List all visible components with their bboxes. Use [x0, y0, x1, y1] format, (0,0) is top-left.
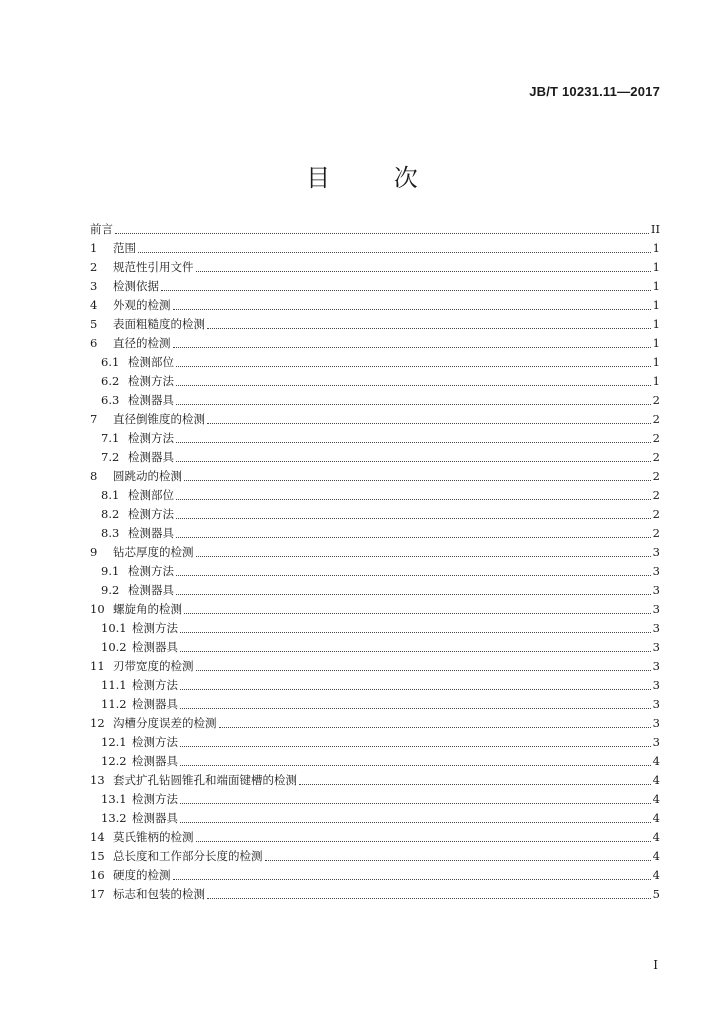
toc-entry[interactable] [90, 771, 660, 790]
dot-leader [207, 897, 651, 899]
dot-leader [138, 251, 651, 253]
dot-leader [180, 745, 651, 747]
toc-entry-page: II [650, 222, 660, 236]
toc-entry-number: 6.1 [101, 355, 120, 369]
toc-entry[interactable] [90, 258, 660, 277]
dot-leader [161, 289, 651, 291]
dot-leader [115, 232, 649, 234]
toc-entry-title: 检测器具 [128, 526, 174, 540]
dot-leader [176, 574, 651, 576]
dot-leader [180, 688, 651, 690]
dot-leader [180, 764, 651, 766]
toc-entry-number: 11.1 [101, 678, 127, 692]
dot-leader [173, 346, 651, 348]
toc-entry[interactable] [90, 581, 660, 600]
toc-entry-page: 2 [652, 431, 660, 445]
toc-entry-number: 1 [90, 241, 98, 255]
toc-entry-number: 15 [90, 849, 105, 863]
toc-entry[interactable] [90, 695, 660, 714]
toc-entry[interactable] [90, 809, 660, 828]
dot-leader [219, 726, 651, 728]
toc-entry-number: 11.2 [101, 697, 127, 711]
document-code: JB/T 10231.11—2017 [529, 84, 660, 99]
dot-leader [207, 327, 651, 329]
toc-entry-number: 12 [90, 716, 105, 730]
toc-entry-page: 3 [652, 735, 660, 749]
toc-entry-title: 检测方法 [128, 374, 174, 388]
toc-entry-title: 检测器具 [128, 583, 174, 597]
toc-entry-title: 检测器具 [132, 811, 178, 825]
toc-entry-title: 表面粗糙度的检测 [113, 317, 205, 331]
toc-entry-title: 检测器具 [132, 640, 178, 654]
toc-entry-page: 1 [652, 374, 660, 388]
toc-entry-page: 4 [652, 830, 660, 844]
dot-leader [173, 308, 651, 310]
toc-entry-title: 外观的检测 [113, 298, 171, 312]
toc-entry-title: 检测部位 [128, 355, 174, 369]
toc-entry-number: 9.1 [101, 564, 120, 578]
toc-entry-page: 2 [652, 507, 660, 521]
toc-entry-page: 3 [652, 659, 660, 673]
toc-entry-page: 4 [652, 849, 660, 863]
toc-entry-page: 2 [652, 526, 660, 540]
toc-entry-page: 3 [652, 640, 660, 654]
toc-entry-number: 13.2 [101, 811, 127, 825]
toc-entry[interactable] [90, 353, 660, 372]
dot-leader [176, 384, 651, 386]
toc-entry-title: 莫氏锥柄的检测 [113, 830, 194, 844]
dot-leader [176, 403, 651, 405]
toc-entry[interactable] [90, 866, 660, 885]
toc-entry-page: 3 [652, 678, 660, 692]
dot-leader [176, 498, 651, 500]
toc-entry-title: 检测器具 [128, 393, 174, 407]
toc-entry-number: 7.2 [101, 450, 120, 464]
toc-entry-number: 8 [90, 469, 98, 483]
toc-entry-title: 检测器具 [132, 754, 178, 768]
toc-entry-number: 6 [90, 336, 98, 350]
toc-entry-page: 2 [652, 412, 660, 426]
toc-entry-page: 3 [652, 583, 660, 597]
toc-entry[interactable] [90, 790, 660, 809]
toc-entry-title: 检测器具 [128, 450, 174, 464]
dot-leader [180, 631, 651, 633]
toc-entry-title: 检测部位 [128, 488, 174, 502]
toc-entry[interactable] [90, 752, 660, 771]
toc-entry-title: 直径倒锥度的检测 [113, 412, 205, 426]
toc-entry[interactable] [90, 334, 660, 353]
dot-leader [184, 479, 651, 481]
toc-entry-title: 检测方法 [132, 621, 178, 635]
toc-entry[interactable] [90, 372, 660, 391]
toc-entry-number: 7 [90, 412, 98, 426]
dot-leader [196, 555, 651, 557]
toc-entry[interactable] [90, 600, 660, 619]
dot-leader [180, 707, 651, 709]
toc-entry-number: 10 [90, 602, 105, 616]
toc-entry-number: 12.2 [101, 754, 127, 768]
toc-entry-page: 4 [652, 868, 660, 882]
toc-entry-title: 螺旋角的检测 [113, 602, 182, 616]
toc-entry-page: 2 [652, 469, 660, 483]
dot-leader [180, 802, 651, 804]
toc-entry-number: 8.3 [101, 526, 120, 540]
toc-entry[interactable] [90, 676, 660, 695]
toc-entry[interactable] [90, 524, 660, 543]
toc-entry[interactable] [90, 638, 660, 657]
toc-entry-title: 圆跳动的检测 [113, 469, 182, 483]
toc-entry-title: 硬度的检测 [113, 868, 171, 882]
toc-entry-page: 3 [652, 602, 660, 616]
toc-entry-number: 4 [90, 298, 98, 312]
dot-leader [176, 460, 651, 462]
toc-entry-page: 3 [652, 716, 660, 730]
toc-entry-page: 1 [652, 298, 660, 312]
toc-entry-number: 16 [90, 868, 105, 882]
toc-entry[interactable] [90, 429, 660, 448]
dot-leader [196, 270, 651, 272]
toc-entry-number: 9.2 [101, 583, 120, 597]
toc-entry-title: 钻芯厚度的检测 [113, 545, 194, 559]
toc-entry-page: 1 [652, 279, 660, 293]
toc-entry-number: 2 [90, 260, 98, 274]
toc-entry[interactable] [90, 410, 660, 429]
toc-entry-number: 7.1 [101, 431, 120, 445]
toc-entry[interactable] [90, 277, 660, 296]
dot-leader [196, 840, 651, 842]
toc-entry-number: 5 [90, 317, 98, 331]
toc-entry[interactable] [90, 296, 660, 315]
toc-entry[interactable] [90, 847, 660, 866]
toc-entry[interactable] [90, 543, 660, 562]
toc-entry[interactable] [90, 619, 660, 638]
toc-entry-page: 1 [652, 336, 660, 350]
toc-entry[interactable] [90, 486, 660, 505]
dot-leader [265, 859, 651, 861]
toc-entry-number: 9 [90, 545, 98, 559]
toc-entry-number: 10.1 [101, 621, 127, 635]
dot-leader [180, 821, 651, 823]
toc-entry-number: 13.1 [101, 792, 127, 806]
toc-entry-title: 检测器具 [132, 697, 178, 711]
toc-entry-number: 17 [90, 887, 105, 901]
toc-entry-page: 5 [652, 887, 660, 901]
toc-entry[interactable] [90, 391, 660, 410]
dot-leader [184, 612, 651, 614]
toc-entry-number: 3 [90, 279, 98, 293]
toc-entry-title: 检测方法 [132, 792, 178, 806]
toc-entry-number: 12.1 [101, 735, 127, 749]
dot-leader [176, 441, 651, 443]
dot-leader [207, 422, 651, 424]
toc-entry-title: 范围 [113, 241, 136, 255]
toc-entry-page: 4 [652, 792, 660, 806]
toc-entry-title: 规范性引用文件 [113, 260, 194, 274]
toc-entry-title: 直径的检测 [113, 336, 171, 350]
toc-entry[interactable] [90, 220, 660, 239]
page-number: I [653, 958, 658, 972]
toc-entry-title: 检测方法 [128, 431, 174, 445]
toc-entry-title: 总长度和工作部分长度的检测 [113, 849, 263, 863]
dot-leader [299, 783, 651, 785]
toc-entry-page: 4 [652, 754, 660, 768]
toc-entry-title: 检测方法 [128, 507, 174, 521]
toc-entry-title: 前言 [90, 222, 113, 236]
toc-entry-title: 检测方法 [132, 678, 178, 692]
toc-entry[interactable] [90, 714, 660, 733]
dot-leader [173, 878, 651, 880]
toc-title: 目 次 [306, 164, 446, 192]
toc-entry[interactable] [90, 315, 660, 334]
toc-entry-number: 11 [90, 659, 105, 673]
toc-entry-title: 检测依据 [113, 279, 159, 293]
toc-entry[interactable] [90, 239, 660, 258]
dot-leader [196, 669, 651, 671]
toc-entry[interactable] [90, 733, 660, 752]
toc-entry-number: 14 [90, 830, 105, 844]
toc-entry-number: 13 [90, 773, 105, 787]
toc-entry-title: 刃带宽度的检测 [113, 659, 194, 673]
toc-entry[interactable] [90, 885, 660, 904]
toc-entry-page: 4 [652, 811, 660, 825]
toc-entry-page: 1 [652, 241, 660, 255]
toc-entry-page: 3 [652, 621, 660, 635]
toc-entry-page: 4 [652, 773, 660, 787]
toc-entry-page: 1 [652, 355, 660, 369]
toc-entry-page: 1 [652, 317, 660, 331]
toc-entry-number: 10.2 [101, 640, 127, 654]
toc-entry-title: 沟槽分度误差的检测 [113, 716, 217, 730]
dot-leader [180, 650, 651, 652]
dot-leader [176, 593, 651, 595]
toc-entry-page: 2 [652, 393, 660, 407]
toc-entry[interactable] [90, 562, 660, 581]
toc-entry-page: 1 [652, 260, 660, 274]
table-of-contents [90, 220, 660, 904]
toc-entry-page: 3 [652, 564, 660, 578]
toc-entry-page: 2 [652, 488, 660, 502]
toc-entry-title: 标志和包装的检测 [113, 887, 205, 901]
toc-entry-page: 3 [652, 545, 660, 559]
toc-entry-number: 8.2 [101, 507, 120, 521]
toc-entry-number: 8.1 [101, 488, 120, 502]
toc-entry-page: 2 [652, 450, 660, 464]
toc-entry[interactable] [90, 505, 660, 524]
toc-entry-number: 6.2 [101, 374, 120, 388]
dot-leader [176, 536, 651, 538]
toc-entry[interactable] [90, 467, 660, 486]
toc-entry-title: 检测方法 [132, 735, 178, 749]
toc-entry-page: 3 [652, 697, 660, 711]
toc-entry[interactable] [90, 828, 660, 847]
toc-entry-number: 6.3 [101, 393, 120, 407]
toc-entry-title: 套式扩孔钻圆锥孔和端面键槽的检测 [113, 773, 297, 787]
toc-entry[interactable] [90, 657, 660, 676]
dot-leader [176, 365, 651, 367]
toc-entry[interactable] [90, 448, 660, 467]
dot-leader [176, 517, 651, 519]
toc-entry-title: 检测方法 [128, 564, 174, 578]
